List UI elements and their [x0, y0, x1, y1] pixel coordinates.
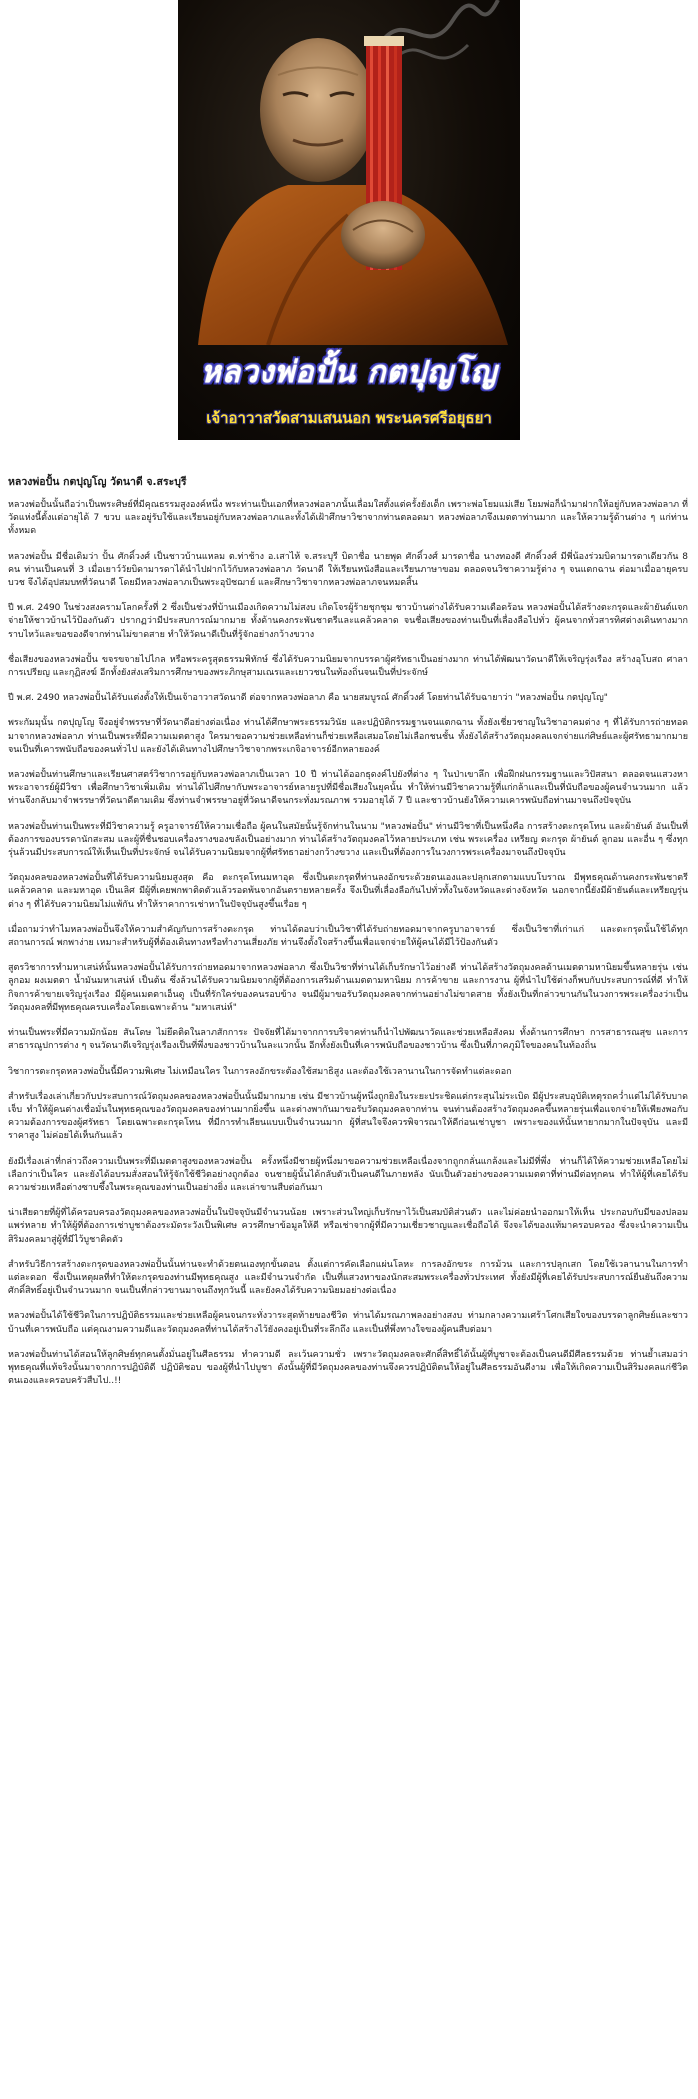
caption-subtitle: เจ้าอาวาสวัดสามเสนนอก พระนครศรีอยุธยา — [206, 409, 492, 427]
paragraph: สูตรวิชาการทำมหาเสน่ห์นั้นหลวงพ่อปั้นได้รับการถ่ายทอดมาจากหลวงพ่อลาภ ซึ่งเป็นวิชาที่ท่านได้เก็บรักษาไว้อย่างดี ท่านได้สร้างวัตถุมงคลด้านเมตตามหานิยมขึ้นหลายรุ่น เช่น ลูกอม ผงเมตตา น้ำมันมหาเสน่ห์ เป็นต้น ซึ่งล้วนได้รับความนิยมจากผู้ที่ต้องการเสริมด้านเมตตามหานิยม การค้าขาย และการงาน ผู้ที่นำไปใช้ต่างก็พบกับประสบการณ์ที่ดี ทำให้กิจการค้าขายเจริญรุ่งเรือง มีผู้คนเมตตาเอ็นดู เป็นที่รักใคร่ของคนรอบข้าง จนมีผู้มาขอรับวัตถุมงคลจากท่านอย่างไม่ขาดสาย ทั้งยังเป็นที่กล่าวขานกันในวงการพระเครื่องว่าเป็นวัตถุมงคลที่มีพุทธคุณครบเครื่องโดยเฉพาะด้าน "มหาเสน่ห์" — [8, 963, 688, 1013]
photo-caption — [178, 345, 520, 440]
paragraph: ท่านเป็นพระที่มีความมักน้อย สันโดษ ไม่ยึดติดในลาภสักการะ ปัจจัยที่ได้มาจากการบริจาคท่านก็นำไปพัฒนาวัดและช่วยเหลือสังคม ทั้งด้านการศึกษา การสาธารณสุข และการสาธารณูปการต่าง ๆ จนวัดนาดีเจริญรุ่งเรืองเป็นที่พึ่งของชาวบ้านในละแวกนั้น อีกทั้งยังเป็นที่เคารพนับถือของชาวบ้าน ซึ่งเป็นที่ภาคภูมิใจของคนในท้องถิ่น — [8, 1028, 688, 1052]
hands — [341, 201, 425, 269]
caption-title: หลวงพ่อปั้น กตปุญโญ — [200, 355, 498, 390]
paragraph: พระกัมมุนั้น กตปุญโญ จึงอยู่จำพรรษาที่วัดนาดีอย่างต่อเนื่อง ท่านได้ศึกษาพระธรรมวินัย และปฏิบัติกรรมฐานจนแตกฉาน ทั้งยังเชี่ยวชาญในวิชาอาคมต่าง ๆ ที่ได้รับการถ่ายทอดมาจากหลวงพ่อลาภ ท่านเป็นพระที่มีความเมตตาสูง ใครมาขอความช่วยเหลือท่านก็ช่วยเหลือเสมอโดยไม่เลือกชนชั้น ทั้งยังได้สร้างวัตถุมงคลแจกจ่ายแก่ศิษย์และผู้ศรัทธามากมาย จนเป็นที่เคารพนับถือของคนทั่วไป และยังได้เดินทางไปศึกษาวิชาจากพระเกจิอาจารย์อีกหลายองค์ — [8, 718, 688, 755]
paragraph: ปี พ.ศ. 2490 หลวงพ่อปั้นได้รับแต่งตั้งให้เป็นเจ้าอาวาสวัดนาดี ต่อจากหลวงพ่อลาภ คือ นายสมบูรณ์ ศักดิ์วงศ์ โดยท่านได้รับฉายาว่า "หลวงพ่อปั้น กตปุญโญ" — [8, 693, 608, 704]
paragraph: หลวงพ่อปั้น มีชื่อเดิมว่า ปั้น ศักดิ์วงศ์ เป็นชาวบ้านแหลม ต.ท่าช้าง อ.เสาไห้ จ.สระบุรี บิดาชื่อ นายพุด ศักดิ์วงศ์ มารดาชื่อ นางทองดี ศักดิ์วงศ์ มีพี่น้องร่วมบิดามารดาเดียวกัน 8 คน ท่านเป็นคนที่ 3 เมื่อเยาว์วัยบิดามารดาได้นำไปฝากไว้กับหลวงพ่อลาภ วัดนาดี ให้เรียนหนังสือและเรียนภาษาขอม ตลอดจนวิชาความรู้ต่าง ๆ จนแตกฉาน ต่อมาเมื่ออายุครบบวช จึงได้อุปสมบทที่วัดนาดี โดยมีหลวงพ่อลาภเป็นพระอุปัชฌาย์ และศึกษาวิชาจากหลวงพ่อลาภจนหมดสิ้น — [8, 551, 688, 589]
paragraph: สำหรับเรื่องเล่าเกี่ยวกับประสบการณ์วัตถุมงคลของหลวงพ่อปั้นนั้นมีมากมาย เช่น มีชาวบ้านผู้หนึ่งถูกยิงในระยะประชิดแต่กระสุนไม่ระเบิด มีผู้ประสบอุบัติเหตุรถคว่ำแต่ไม่ได้รับบาดเจ็บ ทำให้ผู้คนต่างเชื่อมั่นในพุทธคุณของวัตถุมงคลของท่านมากยิ่งขึ้น และต่างพากันมาขอรับวัตถุมงคลจากท่าน จนท่านต้องสร้างวัตถุมงคลขึ้นหลายรุ่นเพื่อแจกจ่ายให้เพียงพอกับความต้องการของผู้ศรัทธา โดยเฉพาะตะกรุดโทน ที่มีการทำเลียนแบบเป็นจำนวนมาก ผู้ที่สนใจจึงควรพิจารณาให้ดีก่อนเช่าบูชา เพราะของแท้นั้นหายากมากในปัจจุบัน และมีราคาสูง ไม่ค่อยได้เห็นกันแล้ว — [8, 1091, 688, 1142]
paragraph: สำหรับวิธีการสร้างตะกรุดของหลวงพ่อปั้นนั้นท่านจะทำด้วยตนเองทุกขั้นตอน ตั้งแต่การคัดเลือกแผ่นโลหะ การลงอักขระ การม้วน และการปลุกเสก โดยใช้เวลานานในการทำแต่ละดอก ซึ่งเป็นเหตุผลที่ทำให้ตะกรุดของท่านมีพุทธคุณสูง และมีจำนวนจำกัด เป็นที่แสวงหาของนักสะสมพระเครื่องทั่วประเทศ ทั้งยังมีผู้ที่เคยได้รับประสบการณ์ยืนยันถึงความศักดิ์สิทธิ์อยู่เป็นจำนวนมาก จนเป็นที่กล่าวขานมาจนถึงทุกวันนี้ และยังคงได้รับความนิยมอย่างต่อเนื่อง — [8, 1259, 688, 1297]
paragraph: เมื่อถามว่าทำไมหลวงพ่อปั้นจึงให้ความสำคัญกับการสร้างตะกรุด ท่านได้ตอบว่าเป็นวิชาที่ได้รับถ่ายทอดมาจากครูบาอาจารย์ ซึ่งเป็นวิชาที่เก่าแก่ และตะกรุดนั้นใช้ได้ทุกสถานการณ์ พกพาง่าย เหมาะสำหรับผู้ที่ต้องเดินทางหรือทำงานเสี่ยงภัย ท่านจึงตั้งใจสร้างขึ้นเพื่อแจกจ่ายให้ผู้คนได้มีไว้ป้องกันตัว — [8, 924, 688, 949]
paragraph: ปี พ.ศ. 2490 ในช่วงสงครามโลกครั้งที่ 2 ซึ่งเป็นช่วงที่บ้านเมืองเกิดความไม่สงบ เกิดโจรผู้ร้ายชุกชุม ชาวบ้านต่างได้รับความเดือดร้อน หลวงพ่อปั้นได้สร้างตะกรุดและผ้ายันต์แจกจ่ายให้ชาวบ้านไว้ป้องกันตัว ปรากฏว่ามีประสบการณ์มากมาย ทั้งด้านคงกระพันชาตรีและแคล้วคลาด จนชื่อเสียงของท่านเป็นที่เลื่องลือไปทั่ว ผู้คนจากทั่วสารทิศต่างเดินทางมากราบไหว้และขอของดีจากท่านไม่ขาดสาย ทำให้วัดนาดีเป็นที่รู้จักอย่างกว้างขวาง — [8, 603, 688, 640]
paragraph: วัตถุมงคลของหลวงพ่อปั้นที่ได้รับความนิยมสูงสุด คือ ตะกรุดโทนมหาอุด ซึ่งเป็นตะกรุดที่ท่านลงอักขระด้วยตนเองและปลุกเสกตามแบบโบราณ มีพุทธคุณด้านคงกระพันชาตรี แคล้วคลาด และมหาอุด เป็นเลิศ มีผู้ที่เคยพกพาติดตัวแล้วรอดพ้นจากอันตรายหลายครั้ง จึงเป็นที่เลื่องลือกันไปทั่วทั้งในจังหวัดและต่างจังหวัด นอกจากนี้ยังมีผ้ายันต์และเหรียญรุ่นต่าง ๆ ที่ได้รับความนิยมไม่แพ้กัน ทำให้ราคาการเช่าหาในปัจจุบันสูงขึ้นเรื่อย ๆ — [8, 873, 688, 910]
portrait-photo — [178, 0, 520, 440]
paragraph: หลวงพ่อปั้นท่านศึกษาและเรียนศาสตร์วิชาการอยู่กับหลวงพ่อลาภเป็นเวลา 10 ปี ท่านได้ออกธุดงค์ไปยังที่ต่าง ๆ ในป่าเขาลึก เพื่อฝึกฝนกรรมฐานและวิปัสสนา ตลอดจนแสวงหาพระอาจารย์ผู้มีวิชา เพื่อศึกษาวิชาเพิ่มเติม ท่านได้ไปศึกษากับพระอาจารย์หลายรูปที่มีชื่อเสียงในยุคนั้น ทำให้ท่านมีวิชาความรู้ที่แก่กล้าและเป็นที่นับถือของผู้คนจำนวนมาก แล้วท่านจึงกลับมาจำพรรษาที่วัดนาดีตามเดิม ซึ่งท่านจำพรรษาอยู่ที่วัดนาดีจนกระทั่งมรณภาพ รวมอายุได้ 7 ปี และชาวบ้านยังให้ความเคารพนับถือท่านมาจนถึงปัจจุบัน — [8, 770, 688, 807]
head — [260, 38, 376, 182]
paragraph: หลวงพ่อปั้นได้ใช้ชีวิตในการปฏิบัติธรรมและช่วยเหลือผู้คนจนกระทั่งวาระสุดท้ายของชีวิต ท่านได้มรณภาพลงอย่างสงบ ท่ามกลางความเศร้าโศกเสียใจของบรรดาลูกศิษย์และชาวบ้านที่เคารพนับถือ แต่คุณงามความดีและวัตถุมงคลที่ท่านได้สร้างไว้ยังคงอยู่เป็นที่ระลึกถึง และเป็นที่พึ่งทางใจของผู้คนสืบต่อมา — [8, 1311, 688, 1335]
paragraph: ยังมีเรื่องเล่าที่กล่าวถึงความเป็นพระที่มีเมตตาสูงของหลวงพ่อปั้น ครั้งหนึ่งมีชายผู้หนึ่งมาขอความช่วยเหลือเนื่องจากถูกกลั่นแกล้งและไม่มีที่พึ่ง ท่านก็ได้ให้ความช่วยเหลือโดยไม่เลือกว่าเป็นใคร และยังได้อบรมสั่งสอนให้รู้จักใช้ชีวิตอย่างถูกต้อง จนชายผู้นั้นได้กลับตัวเป็นคนดีในภายหลัง นับเป็นตัวอย่างของความเมตตาที่ท่านมีต่อทุกคน ทำให้ผู้ที่เคยได้รับความช่วยเหลือต่างซาบซึ้งในพระคุณของท่านเป็นอย่างยิ่ง และเล่าขานสืบต่อกันมา — [8, 1156, 688, 1193]
paragraph: วิชาการตะกรุดหลวงพ่อปั้นนี้มีความพิเศษ ไม่เหมือนใคร ในการลงอักขระต้องใช้สมาธิสูง และต้องใช้เวลานานในการจัดทำแต่ละดอก — [8, 1066, 512, 1077]
robe — [198, 185, 508, 345]
monk-holding-incense-illustration — [178, 0, 520, 345]
paragraph: หลวงพ่อปั้นท่านเป็นพระที่มีวิชาความรู้ ครูอาจารย์ให้ความเชื่อถือ ผู้คนในสมัยนั้นรู้จักท่านในนาม "หลวงพ่อปั้น" ท่านมีวิชาที่เป็นหนึ่งคือ การสร้างตะกรุดโทน และผ้ายันต์ อันเป็นที่ต้องการของบรรดานักสะสม และผู้ที่ชื่นชอบเครื่องรางของขลังเป็นอย่างมาก ท่านได้สร้างวัตถุมงคลไว้หลายประเภท เช่น พระเครื่อง เหรียญ ตะกรุด ผ้ายันต์ ลูกอม และอื่น ๆ ซึ่งทุกรุ่นล้วนมีประสบการณ์ให้เห็นเป็นที่ประจักษ์ จนได้รับความนิยมจากผู้ที่ศรัทธาอย่างกว้างขวาง และเป็นที่ต้องการในวงการพระเครื่องมาจนถึงปัจจุบัน — [8, 821, 688, 859]
article-title: หลวงพ่อปั้น กตปุญโญ วัดนาดี จ.สระบุรี — [8, 476, 187, 488]
paragraph: หลวงพ่อปั้นนั้นถือว่าเป็นพระศิษย์ที่มีคุณธรรมสูงองค์หนึ่ง พระท่านเป็นเอกที่หลวงพ่อลาภนั้นเลื่อมใสตั้งแต่ครั้งยังเด็ก เพราะพ่อโยมแม่เสีย โยมพ่อก็นำมาฝากให้อยู่กับหลวงพ่อลาภ ที่วัดแห่งนี้ตั้งแต่อายุได้ 7 ขวบ และอยู่รับใช้และเรียนอยู่กับหลวงพ่อลาภและทั้งได้เฝ้าศึกษาวิชาจากท่านตลอดมา หลวงพ่อลาภจึงเมตตาท่านมาก และให้ความรู้ด้านต่าง ๆ แก่ท่านทั้งหมด — [8, 500, 688, 537]
paragraph: น่าเสียดายที่ผู้ที่ได้ครอบครองวัตถุมงคลของหลวงพ่อปั้นในปัจจุบันมีจำนวนน้อย เพราะส่วนใหญ่เก็บรักษาไว้เป็นสมบัติส่วนตัว และไม่ค่อยนำออกมาให้เห็น ประกอบกับมีของปลอมแพร่หลาย ทำให้ผู้ที่ต้องการเช่าบูชาต้องระมัดระวังเป็นพิเศษ ควรศึกษาข้อมูลให้ดี หรือเช่าจากผู้ที่มีความเชี่ยวชาญและเชื่อถือได้ จึงจะได้ของแท้มาครอบครอง ซึ่งจะนำความเป็นสิริมงคลมาสู่ผู้ที่มีไว้บูชาติดตัว — [8, 1208, 688, 1245]
paragraph: หลวงพ่อปั้นท่านได้สอนให้ลูกศิษย์ทุกคนตั้งมั่นอยู่ในศีลธรรม ทำความดี ละเว้นความชั่ว เพราะวัตถุมงคลจะศักดิ์สิทธิ์ได้นั้นผู้ที่บูชาจะต้องเป็นคนดีมีศีลธรรมด้วย ท่านย้ำเสมอว่าพุทธคุณที่แท้จริงนั้นมาจากการปฏิบัติดี ปฏิบัติชอบ ของผู้ที่นำไปบูชา ดังนั้นผู้ที่มีวัตถุมงคลของท่านจึงควรปฏิบัติตนให้อยู่ในศีลธรรมอันดีงาม เพื่อให้เกิดความเป็นสิริมงคลแก่ชีวิตตนเองและครอบครัวสืบไป..!! — [8, 1349, 688, 1387]
paragraph: ชื่อเสียงของหลวงพ่อปั้น ขจรขจายไปไกล หรือพระครูสุตธรรมพิทักษ์ ซึ่งได้รับความนิยมจากบรรดาผู้ศรัทธาเป็นอย่างมาก ท่านได้พัฒนาวัดนาดีให้เจริญรุ่งเรือง สร้างอุโบสถ ศาลาการเปรียญ และกุฏิสงฆ์ อีกทั้งยังส่งเสริมการศึกษาของพระภิกษุสามเณรและเยาวชนในท้องถิ่นจนเป็นที่ประจักษ์ — [8, 654, 688, 679]
article-body — [8, 475, 688, 1400]
